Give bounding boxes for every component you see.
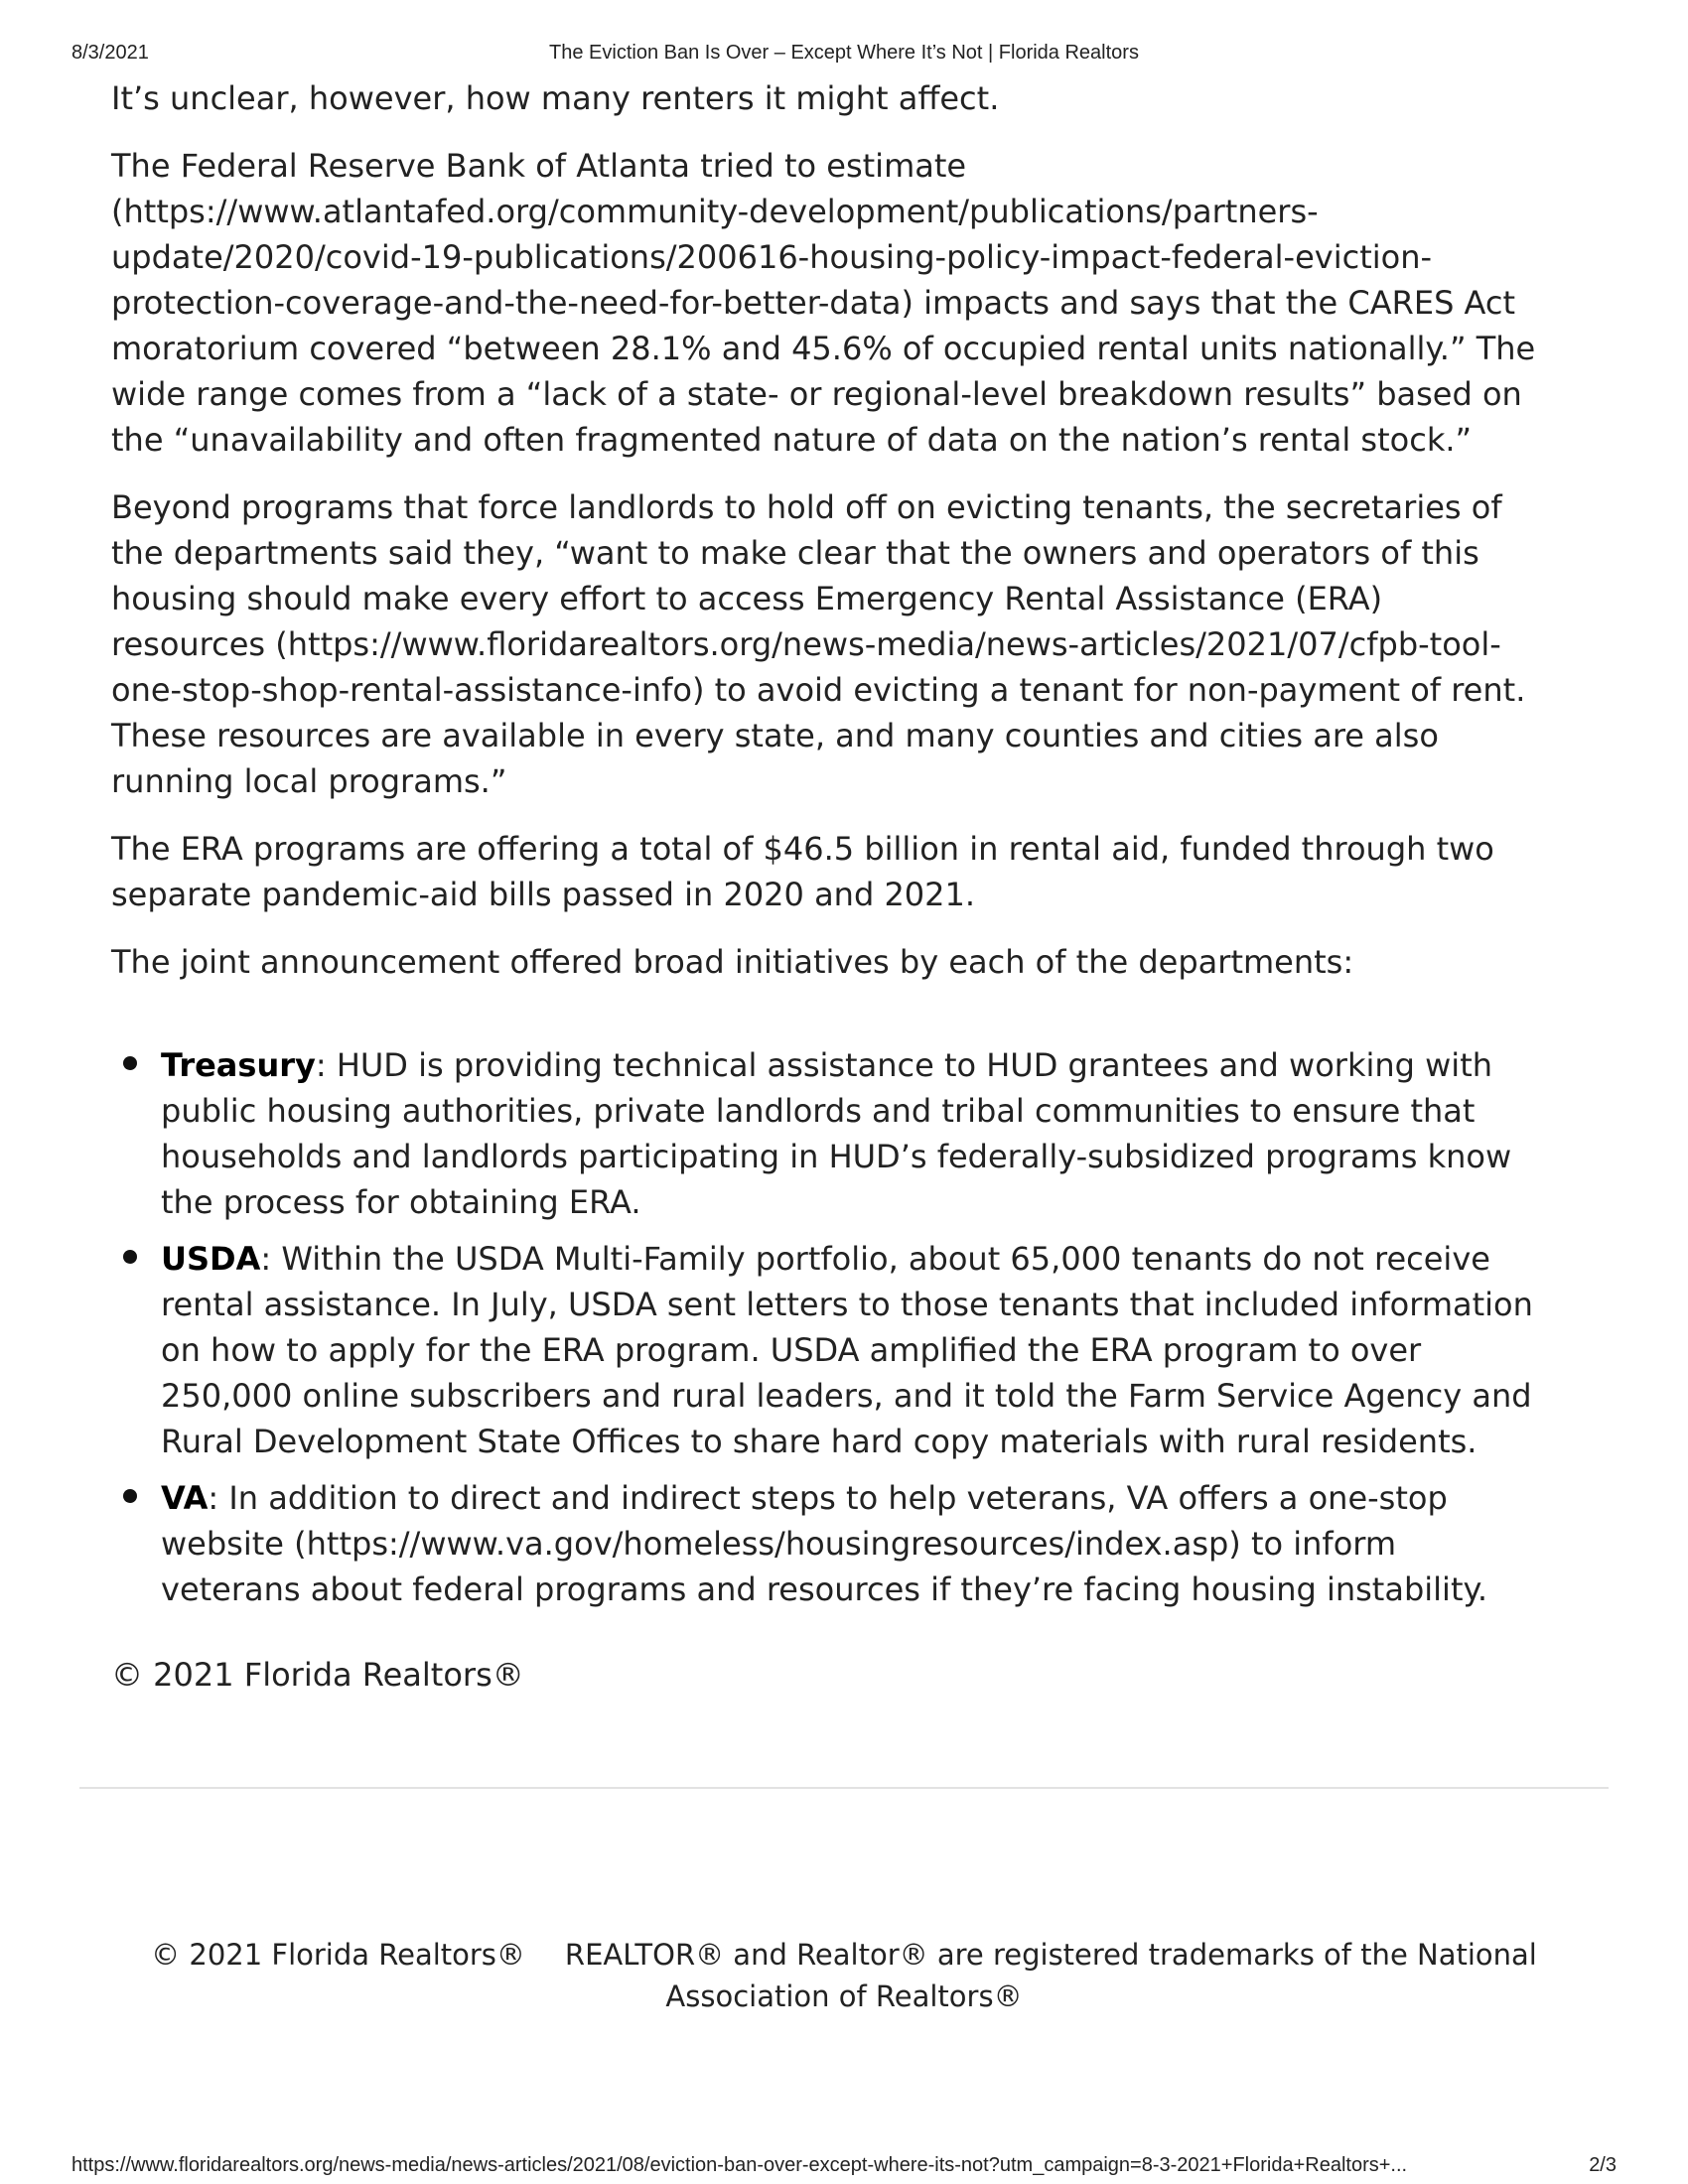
site-footer — [99, 1934, 1589, 2017]
page-number: 2/3 — [1589, 2154, 1617, 2176]
bullet-icon — [123, 1489, 137, 1503]
item-text: : In addition to direct and indirect steps to help veterans, VA offers a one-stop website (https://www.va.gov/homeless/housingresources/index.asp) to inform veterans about federal programs and resources if they’re facing housing instability. — [161, 1479, 1488, 1608]
article-paragraph: The Federal Reserve Bank of Atlanta tried to estimate (https://www.atlantafed.org/community-development/publications/partners-update/2020/covid-19-publications/200616-housing-policy-impact-federal-eviction-protection-coverage-and-the-need-for-better-data) impacts and says that the CARES Act moratorium covered “between 28.1% and 45.6% of occupied rental units nationally.” The wide range comes from a “lack of a state- or regional-level breakdown results” based on the “unavailability and often fragmented nature of data on the nation’s rental stock.” — [111, 147, 1536, 459]
print-footer — [71, 2154, 1617, 2178]
print-header — [71, 42, 1617, 66]
list-item-treasury — [111, 1042, 1541, 1225]
list-item-va — [111, 1475, 1541, 1612]
list-item-usda — [111, 1236, 1541, 1464]
print-page-title: The Eviction Ban Is Over – Except Where It’s Not | Florida Realtors — [549, 42, 1139, 64]
item-term: USDA — [161, 1240, 261, 1278]
bullet-icon — [123, 1056, 137, 1070]
article-paragraph: Beyond programs that force landlords to hold off on evicting tenants, the secretaries of the departments said they, “want to make clear that the owners and operators of this housing should make every effort to access Emergency Rental Assistance (ERA) resources (https://www.floridarealtors.org/news-media/news-articles/2021/07/cfpb-tool-one-stop-shop-rental-assistance-info) to avoid evicting a tenant for non-payment of rent. These resources are available in every state, and many counties and cities are also running local programs.” — [111, 488, 1526, 800]
article-paragraph: The ERA programs are offering a total of $46.5 billion in rental aid, funded through two separate pandemic-aid bills passed in 2020 and 2021. — [111, 830, 1494, 913]
print-date: 8/3/2021 — [71, 42, 149, 64]
footer-trademark: REALTOR® and Realtor® are registered trademarks of the National Association of Realtors® — [564, 1938, 1537, 2013]
department-initiatives-list — [111, 1042, 1541, 1612]
article-copyright: © 2021 Florida Realtors® — [111, 1656, 524, 1694]
article-paragraph: It’s unclear, however, how many renters it might affect. — [111, 79, 1000, 117]
item-term: VA — [161, 1479, 209, 1517]
item-term: Treasury — [161, 1046, 316, 1084]
article-paragraph: The joint announcement offered broad initiatives by each of the departments: — [111, 943, 1354, 981]
article-body — [111, 75, 1541, 1719]
footer-divider — [79, 1787, 1609, 1789]
item-text: : Within the USDA Multi-Family portfolio, about 65,000 tenants do not receive rental assistance. In July, USDA sent letters to those tenants that included information on how to apply for the ERA program. USDA amplified the ERA program to over 250,000 online subscribers and rural leaders, and it told the Farm Service Agency and Rural Development State Offices to share hard copy materials with rural residents. — [161, 1240, 1533, 1460]
item-text: : HUD is providing technical assistance to HUD grantees and working with public housing authorities, private landlords and tribal communities to ensure that households and landlords participating in HUD’s federally-subsidized programs know the process for obtaining ERA. — [161, 1046, 1512, 1221]
print-url: https://www.floridarealtors.org/news-media/news-articles/2021/08/eviction-ban-over-except-where-its-not?utm_campaign=8-3-2021+Florida+Realtors+... — [71, 2154, 1408, 2176]
footer-copyright: © 2021 Florida Realtors® — [151, 1938, 525, 1972]
bullet-icon — [123, 1250, 137, 1264]
